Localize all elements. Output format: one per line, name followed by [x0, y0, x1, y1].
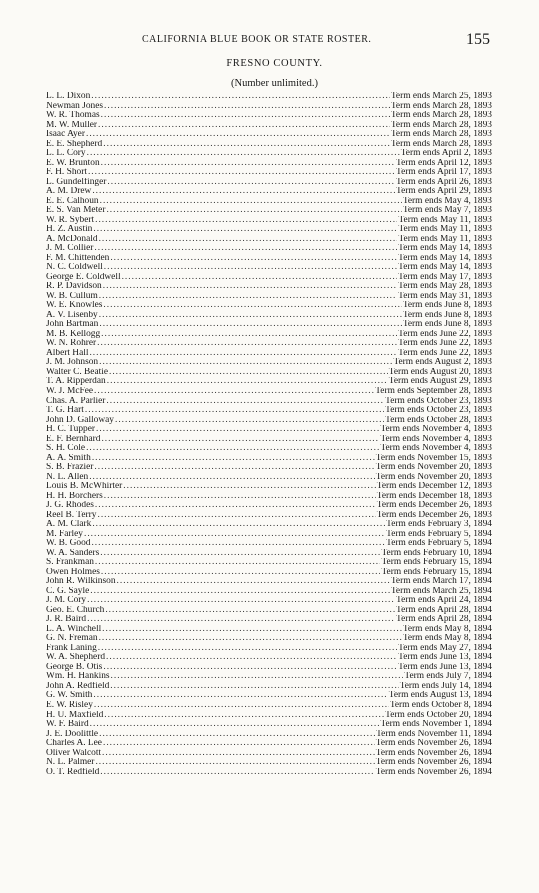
- entry-term: Term ends March 25, 1894: [390, 586, 492, 596]
- roster-entry: [46, 92, 492, 102]
- entry-name: N. L. Allen: [46, 472, 89, 482]
- entry-term: Term ends November 26, 1894: [375, 767, 492, 777]
- roster-entry: [46, 273, 492, 283]
- entry-term: Term ends February 5, 1894: [386, 539, 492, 549]
- entry-term: Term ends February 5, 1894: [386, 529, 492, 539]
- dot-leader: [99, 320, 401, 330]
- dot-leader: [107, 377, 388, 387]
- entry-term: Term ends March 25, 1893: [390, 92, 492, 101]
- roster-entry: [46, 739, 492, 749]
- entry-name: Isaac Ayer: [46, 130, 85, 140]
- entry-name: S. B. Frazier: [46, 463, 94, 473]
- entry-name: George B. Otis: [46, 662, 103, 672]
- dot-leader: [94, 387, 374, 397]
- dot-leader: [107, 178, 395, 188]
- roster-entry: [46, 711, 492, 721]
- dot-leader: [111, 672, 404, 682]
- entry-term: Term ends July 14, 1894: [399, 681, 492, 691]
- roster-entry: [46, 416, 492, 426]
- dot-leader: [99, 730, 375, 740]
- entry-term: Term ends October 8, 1894: [389, 701, 492, 710]
- roster-entry: [46, 206, 492, 216]
- entry-term: Term ends November 4, 1893: [380, 425, 492, 435]
- entry-term: Term ends October 23, 1893: [385, 396, 492, 406]
- roster-entry: [46, 634, 492, 644]
- entry-term: Term ends April 28, 1894: [396, 605, 492, 615]
- entry-term: Term ends May 11, 1893: [398, 225, 492, 235]
- dot-leader: [92, 520, 385, 530]
- entry-name: E. W. Risley: [46, 701, 93, 710]
- roster-entry: [46, 558, 492, 568]
- roster-entry: [46, 339, 492, 349]
- entry-name: John D. Galloway: [46, 415, 114, 425]
- entry-term: Term ends June 8, 1893: [402, 320, 492, 330]
- entry-name: A. M. Drew: [46, 187, 92, 197]
- roster-entry: [46, 311, 492, 321]
- roster-entry: [46, 691, 492, 701]
- entry-term: Term ends June 8, 1893: [402, 310, 492, 320]
- entry-name: A. McDonald: [46, 234, 98, 244]
- entry-name: W. B. Good: [46, 539, 91, 549]
- entry-name: Charles A. Lee: [46, 739, 102, 749]
- roster-entry: [46, 768, 492, 778]
- entry-name: J. M. Collier: [46, 244, 94, 254]
- roster-entry: [46, 235, 492, 245]
- entry-term: Term ends May 14, 1893: [398, 253, 492, 263]
- entry-name: H. U. Maxfield: [46, 710, 104, 720]
- entry-name: N. L. Palmer: [46, 758, 95, 768]
- entry-term: Term ends November 26, 1894: [375, 758, 492, 768]
- entry-term: Term ends June 22, 1893: [398, 329, 492, 339]
- roster-entry: [46, 549, 492, 559]
- entry-term: Term ends February 15, 1894: [381, 567, 492, 577]
- entry-name: Walter C. Beatie: [46, 367, 108, 377]
- dot-leader: [104, 102, 390, 112]
- entry-name: G. W. Smith: [46, 691, 93, 701]
- dot-leader: [102, 625, 402, 635]
- entry-term: Term ends May 14, 1893: [398, 263, 492, 273]
- roster-entry: [46, 730, 492, 740]
- entry-name: George E. Coldwell: [46, 272, 121, 282]
- roster-entry: [46, 425, 492, 435]
- entry-name: J. G. Rhodes: [46, 501, 94, 511]
- roster-entry: [46, 682, 492, 692]
- entry-name: E. F. Bernhard: [46, 434, 101, 444]
- dot-leader: [89, 349, 397, 359]
- entry-term: Term ends June 13, 1894: [398, 662, 492, 672]
- dot-leader: [106, 397, 384, 407]
- entry-term: Term ends December 12, 1893: [376, 482, 492, 492]
- dot-leader: [98, 121, 390, 131]
- dot-leader: [87, 149, 400, 159]
- entry-term: Term ends May 4, 1893: [402, 196, 492, 206]
- dot-leader: [93, 691, 387, 701]
- entry-term: Term ends November 1, 1894: [380, 720, 492, 730]
- dot-leader: [100, 549, 380, 559]
- entry-name: W. E. Knowles: [46, 301, 103, 311]
- entry-name: Louis B. McWhirter: [46, 482, 123, 492]
- roster-entry: [46, 244, 492, 254]
- entry-name: J. R. Baird: [46, 615, 87, 625]
- dot-leader: [95, 216, 397, 226]
- entry-name: W. B. Cullum: [46, 291, 98, 301]
- dot-leader: [98, 644, 397, 654]
- entry-name: John Bartman: [46, 320, 99, 330]
- entry-name: J. M. Johnson: [46, 358, 99, 368]
- entry-name: S. H. Cole: [46, 444, 86, 454]
- entry-name: R. P. Davidson: [46, 282, 102, 292]
- dot-leader: [122, 273, 398, 283]
- entry-name: Chas. A. Parlier: [46, 396, 106, 406]
- roster-entry: [46, 596, 492, 606]
- dot-leader: [104, 711, 384, 721]
- entry-name: L. L. Cory: [46, 149, 86, 159]
- dot-leader: [105, 606, 395, 616]
- dot-leader: [99, 235, 398, 245]
- entry-name: T. A. Ripperdan: [46, 377, 106, 387]
- entry-term: Term ends April 28, 1894: [396, 615, 492, 625]
- entry-term: Term ends October 20, 1894: [385, 710, 492, 720]
- entry-name: H. C. Tupper: [46, 425, 95, 435]
- roster-entry: [46, 444, 492, 454]
- entry-term: Term ends May 11, 1893: [398, 234, 492, 244]
- dot-leader: [106, 206, 401, 216]
- dot-leader: [100, 768, 374, 778]
- entry-term: Term ends May 14, 1893: [398, 244, 492, 254]
- entry-name: A. M. Clark: [46, 520, 92, 530]
- roster-entry: [46, 301, 492, 311]
- dot-leader: [92, 454, 375, 464]
- roster-entry: [46, 511, 492, 521]
- dot-leader: [106, 653, 397, 663]
- entry-term: Term ends April 24, 1894: [396, 596, 492, 606]
- entry-name: E. S. Van Meter: [46, 206, 106, 216]
- dot-leader: [85, 406, 384, 416]
- roster-entry: [46, 463, 492, 473]
- roster-entry: [46, 225, 492, 235]
- dot-leader: [110, 682, 398, 692]
- roster-entry: [46, 282, 492, 292]
- dot-leader: [117, 577, 390, 587]
- roster-entry: [46, 349, 492, 359]
- entry-term: Term ends October 28, 1893: [385, 415, 492, 425]
- roster-entry: [46, 330, 492, 340]
- dot-leader: [123, 482, 376, 492]
- entry-name: Reel B. Terry: [46, 510, 97, 520]
- dot-leader: [92, 187, 395, 197]
- entry-name: Wm. H. Hankins: [46, 672, 110, 682]
- roster-entry: [46, 435, 492, 445]
- dot-leader: [104, 263, 397, 273]
- dot-leader: [103, 663, 397, 673]
- entry-term: Term ends December 26, 1893: [376, 501, 492, 511]
- dot-leader: [103, 140, 390, 150]
- dot-leader: [101, 568, 381, 578]
- entry-term: Term ends November 20, 1893: [375, 463, 492, 473]
- dot-leader: [95, 558, 381, 568]
- dot-leader: [97, 339, 397, 349]
- entry-term: Term ends November 11, 1894: [376, 729, 492, 739]
- roster-entry: [46, 121, 492, 131]
- dot-leader: [109, 368, 388, 378]
- entry-term: Term ends July 7, 1894: [404, 672, 492, 682]
- entry-name: John R. Wilkinson: [46, 577, 116, 587]
- roster-entry: [46, 140, 492, 150]
- dot-leader: [86, 130, 390, 140]
- entry-term: Term ends May 28, 1893: [398, 282, 492, 292]
- dot-leader: [93, 225, 397, 235]
- dot-leader: [96, 425, 379, 435]
- entry-term: Term ends June 22, 1893: [398, 348, 492, 358]
- entry-term: Term ends June 22, 1893: [398, 339, 492, 349]
- dot-leader: [87, 615, 395, 625]
- dot-leader: [95, 501, 376, 511]
- dot-leader: [86, 444, 379, 454]
- roster-entry: [46, 368, 492, 378]
- entry-name: W. F. Baird: [46, 720, 89, 730]
- entry-term: Term ends March 28, 1893: [390, 139, 492, 149]
- entry-name: J. E. Doolittle: [46, 729, 99, 739]
- entry-name: Owen Holmes: [46, 567, 100, 577]
- roster-entry: [46, 625, 492, 635]
- entry-name: H. H. Borchers: [46, 491, 103, 501]
- dot-leader: [91, 539, 385, 549]
- entry-term: Term ends February 3, 1894: [386, 520, 492, 530]
- roster-entry: [46, 159, 492, 169]
- county-heading: FRESNO COUNTY.: [226, 58, 323, 69]
- entry-name: M. B. Kellogg: [46, 329, 101, 339]
- dot-leader: [104, 492, 376, 502]
- entry-name: W. R. Sybert: [46, 215, 95, 225]
- dot-leader: [97, 511, 375, 521]
- entry-name: Geo. E. Church: [46, 605, 105, 615]
- entry-term: Term ends April 12, 1893: [396, 158, 492, 168]
- entry-name: H. Z. Austin: [46, 225, 93, 235]
- entry-name: Frank Laning: [46, 643, 97, 653]
- entry-name: Albert Hall: [46, 348, 89, 358]
- entry-term: Term ends May 11, 1893: [398, 215, 492, 225]
- roster-entry: [46, 577, 492, 587]
- entry-name: Newman Jones: [46, 101, 104, 111]
- entry-name: T. G. Hart: [46, 406, 84, 416]
- entry-term: Term ends June 13, 1894: [398, 653, 492, 663]
- roster-entry: [46, 720, 492, 730]
- entry-term: Term ends May 17, 1893: [398, 272, 492, 282]
- entry-name: Oliver Walcott: [46, 748, 102, 758]
- roster-entry: [46, 644, 492, 654]
- entry-term: Term ends November 4, 1893: [380, 444, 492, 454]
- entry-term: Term ends November 20, 1893: [375, 472, 492, 482]
- entry-term: Term ends February 10, 1894: [381, 548, 492, 558]
- entry-name: E. W. Brunton: [46, 158, 100, 168]
- dot-leader: [94, 463, 374, 473]
- dot-leader: [84, 530, 385, 540]
- dot-leader: [90, 587, 390, 597]
- entry-term: Term ends September 28, 1893: [375, 386, 492, 396]
- entry-name: M. Farley: [46, 529, 83, 539]
- entry-term: Term ends November 15, 1893: [375, 453, 492, 463]
- dot-leader: [99, 358, 392, 368]
- dot-leader: [101, 435, 379, 445]
- roster-entry: [46, 482, 492, 492]
- entry-name: J. M. Cory: [46, 596, 87, 606]
- entry-term: Term ends August 20, 1893: [388, 367, 492, 377]
- entry-name: John A. Redfield: [46, 681, 110, 691]
- entry-term: Term ends June 8, 1893: [402, 301, 492, 311]
- dot-leader: [99, 311, 402, 321]
- roster-entry: [46, 758, 492, 768]
- roster-entry: [46, 377, 492, 387]
- entry-term: Term ends October 23, 1893: [385, 406, 492, 416]
- dot-leader: [103, 301, 401, 311]
- dot-leader: [91, 92, 390, 102]
- entry-term: Term ends April 2, 1893: [400, 149, 492, 159]
- roster-entry: [46, 587, 492, 597]
- roster-entry: [46, 615, 492, 625]
- roster-entry: [46, 568, 492, 578]
- roster-entry: [46, 111, 492, 121]
- running-title: CALIFORNIA BLUE BOOK OR STATE ROSTER.: [142, 34, 372, 45]
- entry-name: O. T. Redfield: [46, 767, 100, 777]
- roster-list: [46, 92, 492, 777]
- dot-leader: [101, 159, 395, 169]
- roster-entry: [46, 358, 492, 368]
- dot-leader: [88, 168, 395, 178]
- entry-name: C. G. Sayle: [46, 586, 90, 596]
- entry-term: Term ends November 26, 1894: [375, 739, 492, 749]
- entry-term: Term ends August 29, 1893: [388, 377, 492, 387]
- dot-leader: [94, 244, 397, 254]
- entry-name: W. J. McFee: [46, 386, 94, 396]
- entry-term: Term ends March 17, 1894: [390, 577, 492, 587]
- roster-entry: [46, 102, 492, 112]
- entry-name: W. N. Rohrer: [46, 339, 97, 349]
- dot-leader: [100, 197, 402, 207]
- roster-entry: [46, 187, 492, 197]
- roster-entry: [46, 320, 492, 330]
- dot-leader: [94, 701, 389, 711]
- entry-term: Term ends May 31, 1893: [398, 291, 492, 301]
- roster-entry: [46, 520, 492, 530]
- entry-name: W. R. Thomas: [46, 111, 100, 121]
- roster-entry: [46, 606, 492, 616]
- roster-entry: [46, 197, 492, 207]
- dot-leader: [101, 111, 390, 121]
- entry-term: Term ends May 8, 1894: [402, 624, 492, 634]
- roster-entry: [46, 501, 492, 511]
- entry-term: Term ends March 28, 1893: [390, 130, 492, 140]
- dot-leader: [99, 634, 402, 644]
- dot-leader: [99, 292, 397, 302]
- entry-name: E. E. Calhoun: [46, 196, 99, 206]
- entry-term: Term ends August 13, 1894: [388, 691, 492, 701]
- county-note: (Number unlimited.): [231, 78, 318, 89]
- roster-entry: [46, 149, 492, 159]
- entry-name: G. N. Freman: [46, 634, 98, 644]
- dot-leader: [95, 758, 374, 768]
- entry-name: F. H. Short: [46, 168, 87, 178]
- roster-entry: [46, 653, 492, 663]
- dot-leader: [87, 596, 395, 606]
- entry-term: Term ends May 8, 1894: [402, 634, 492, 644]
- roster-entry: [46, 387, 492, 397]
- dot-leader: [101, 330, 397, 340]
- entry-name: E. E. Shepherd: [46, 139, 103, 149]
- dot-leader: [103, 282, 397, 292]
- roster-entry: [46, 178, 492, 188]
- entry-name: S. Frankman: [46, 558, 94, 568]
- roster-entry: [46, 216, 492, 226]
- roster-entry: [46, 292, 492, 302]
- entry-term: Term ends May 7, 1893: [402, 206, 492, 216]
- entry-name: A. A. Smith: [46, 453, 91, 463]
- dot-leader: [89, 473, 375, 483]
- dot-leader: [115, 416, 384, 426]
- entry-term: Term ends February 15, 1894: [381, 558, 492, 568]
- entry-term: Term ends April 26, 1893: [396, 177, 492, 187]
- roster-entry: [46, 492, 492, 502]
- dot-leader: [110, 254, 397, 264]
- roster-entry: [46, 406, 492, 416]
- entry-term: Term ends August 2, 1893: [393, 358, 492, 368]
- entry-name: L. L. Dixon: [46, 92, 91, 101]
- entry-name: L. Gundelfinger: [46, 177, 107, 187]
- roster-entry: [46, 130, 492, 140]
- dot-leader: [102, 749, 375, 759]
- entry-term: Term ends May 27, 1894: [398, 643, 492, 653]
- entry-name: M. W. Muller: [46, 120, 98, 130]
- entry-term: Term ends March 28, 1893: [390, 101, 492, 111]
- entry-term: Term ends March 28, 1893: [390, 111, 492, 121]
- page-number: 155: [466, 31, 490, 48]
- entry-term: Term ends April 29, 1893: [396, 187, 492, 197]
- entry-name: N. C. Coldwell: [46, 263, 103, 273]
- roster-entry: [46, 168, 492, 178]
- entry-name: W. A. Shepherd: [46, 653, 106, 663]
- roster-entry: [46, 672, 492, 682]
- entry-term: Term ends December 26, 1893: [376, 510, 492, 520]
- entry-name: F. M. Chittenden: [46, 253, 110, 263]
- roster-entry: [46, 749, 492, 759]
- roster-entry: [46, 397, 492, 407]
- roster-entry: [46, 701, 492, 711]
- roster-entry: [46, 473, 492, 483]
- roster-entry: [46, 539, 492, 549]
- entry-term: Term ends March 28, 1893: [390, 120, 492, 130]
- roster-entry: [46, 530, 492, 540]
- entry-name: A. V. Lisenby: [46, 310, 98, 320]
- entry-name: W. A. Sanders: [46, 548, 100, 558]
- roster-entry: [46, 263, 492, 273]
- entry-term: Term ends December 18, 1893: [376, 491, 492, 501]
- dot-leader: [90, 720, 380, 730]
- entry-term: Term ends April 17, 1893: [396, 168, 492, 178]
- roster-entry: [46, 663, 492, 673]
- roster-entry: [46, 254, 492, 264]
- roster-entry: [46, 454, 492, 464]
- entry-term: Term ends November 26, 1894: [375, 748, 492, 758]
- entry-term: Term ends November 4, 1893: [380, 434, 492, 444]
- entry-name: L. A. Winchell: [46, 624, 102, 634]
- dot-leader: [103, 739, 375, 749]
